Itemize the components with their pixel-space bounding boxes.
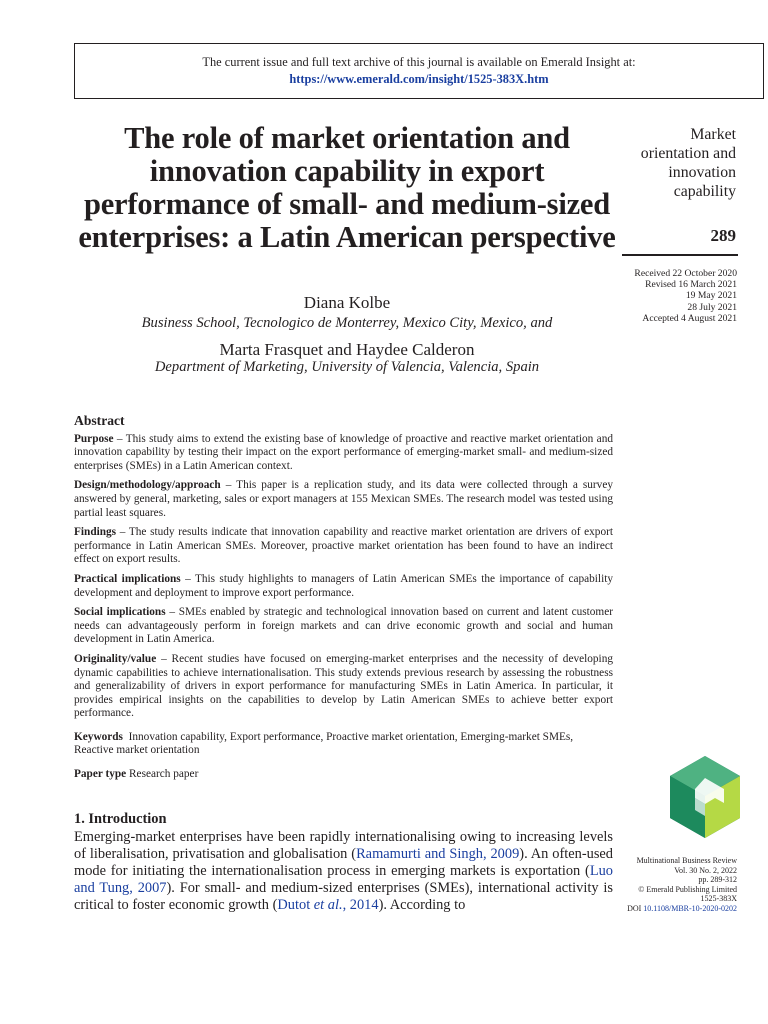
introduction-section: [74, 811, 613, 914]
citation-luo[interactable]: Luo and Tung, 2007: [74, 863, 613, 896]
introduction-paragraph: Emerging-market enterprises have been rapidly internationalising owing to increasing levels of liberalisation, privatisation and globalisation (Ramamurti and Singh, 2009). An often-used mode for initiating the internationalisation process in emerging markets is exportation (Luo and Tung, 2007). For small- and medium-sized enterprises (SMEs), international activity is critical to foster economic growth (Dutot et al., 2014). According to: [74, 829, 614, 913]
paper-type: Paper type Research paper: [74, 768, 199, 781]
citation-ramamurti[interactable]: Ramamurti and Singh, 2009: [356, 846, 520, 862]
sidebar-divider: [622, 254, 738, 256]
archive-notice-box: [74, 43, 764, 99]
abstract-findings: Findings – The study results indicate that innovation capability and reactive market orientation are drivers of export performance in Latin American SMEs. Moreover, proactive market orientation has been found to have an indirect effect on export results.: [74, 526, 613, 566]
page-number: 289: [710, 226, 736, 245]
abstract-originality: Originality/value – Recent studies have focused on emerging-market enterprises and the necessity of developing dynamic capabilities to achieve internationalisation. This study extends previous research by assessing the robustness and generalizability of drivers in export performance for manufacturing SMEs in Latin America. In particular, it provides empirical insights on the capabilities to develop by Latin American SMEs to achieve better export performance.: [74, 652, 613, 720]
abstract-section: [74, 414, 613, 788]
running-head: Market orientation and innovation capability: [640, 126, 736, 200]
abstract-practical: Practical implications – This study highlights to managers of Latin American SMEs the importance of capability development and deployment to improve export performance.: [74, 572, 613, 599]
archive-notice-text: The current issue and full text archive of this journal is available on Emerald Insight at:: [202, 55, 636, 69]
authors-frasquet-calderon: Marta Frasquet and Haydee Calderon: [219, 340, 475, 359]
abstract-purpose: Purpose – This study aims to extend the existing base of knowledge of proactive and reactive market orientation and innovation capability by testing their impact on the export performance of emerging-market small- and medium-sized enterprises (SMEs) in a Latin American context.: [74, 432, 613, 472]
introduction-heading: 1. Introduction: [74, 811, 167, 827]
abstract-heading: Abstract: [74, 413, 125, 428]
article-title: The role of market orientation and innovation capability in export performance of small- and medium-sized enterprises: a Latin American perspective: [78, 121, 616, 254]
abstract-design: Design/methodology/approach – This paper is a replication study, and its data were collected through a survey answered by general, marketing, sales or export managers at 155 Mexican SMEs. The research model was tested using partial least squares.: [74, 479, 613, 519]
citation-dutot[interactable]: Dutot et al., 2014: [277, 897, 379, 913]
submission-dates: Received 22 October 2020 Revised 16 March 2021 19 May 2021 28 July 2021 Accepted 4 August 2021: [634, 268, 737, 324]
affiliation-monterrey: Business School, Tecnologico de Monterrey, Mexico City, Mexico, and: [141, 315, 553, 331]
doi-link[interactable]: 10.1108/MBR-10-2020-0202: [643, 903, 737, 913]
affiliation-valencia: Department of Marketing, University of Valencia, Valencia, Spain: [154, 359, 540, 375]
emerald-logo-icon: [668, 754, 742, 840]
abstract-social: Social implications – SMEs enabled by strategic and technological innovation based on current and latent customer needs can advantageously perform in foreign markets and can drive economic growth and social and human development in Latin America.: [74, 606, 613, 646]
keywords: Keywords Innovation capability, Export performance, Proactive market orientation, Emerging-market SMEs, Reactive market orientation: [74, 730, 574, 757]
journal-info: Multinational Business Review Vol. 30 No. 2, 2022 pp. 289-312 © Emerald Publishing Limited 1525-383X DOI 10.1108/MBR-10-2020-0202: [627, 856, 737, 913]
journal-url-link[interactable]: https://www.emerald.com/insight/1525-383X.htm: [289, 72, 549, 86]
author-kolbe: Diana Kolbe: [303, 293, 391, 312]
